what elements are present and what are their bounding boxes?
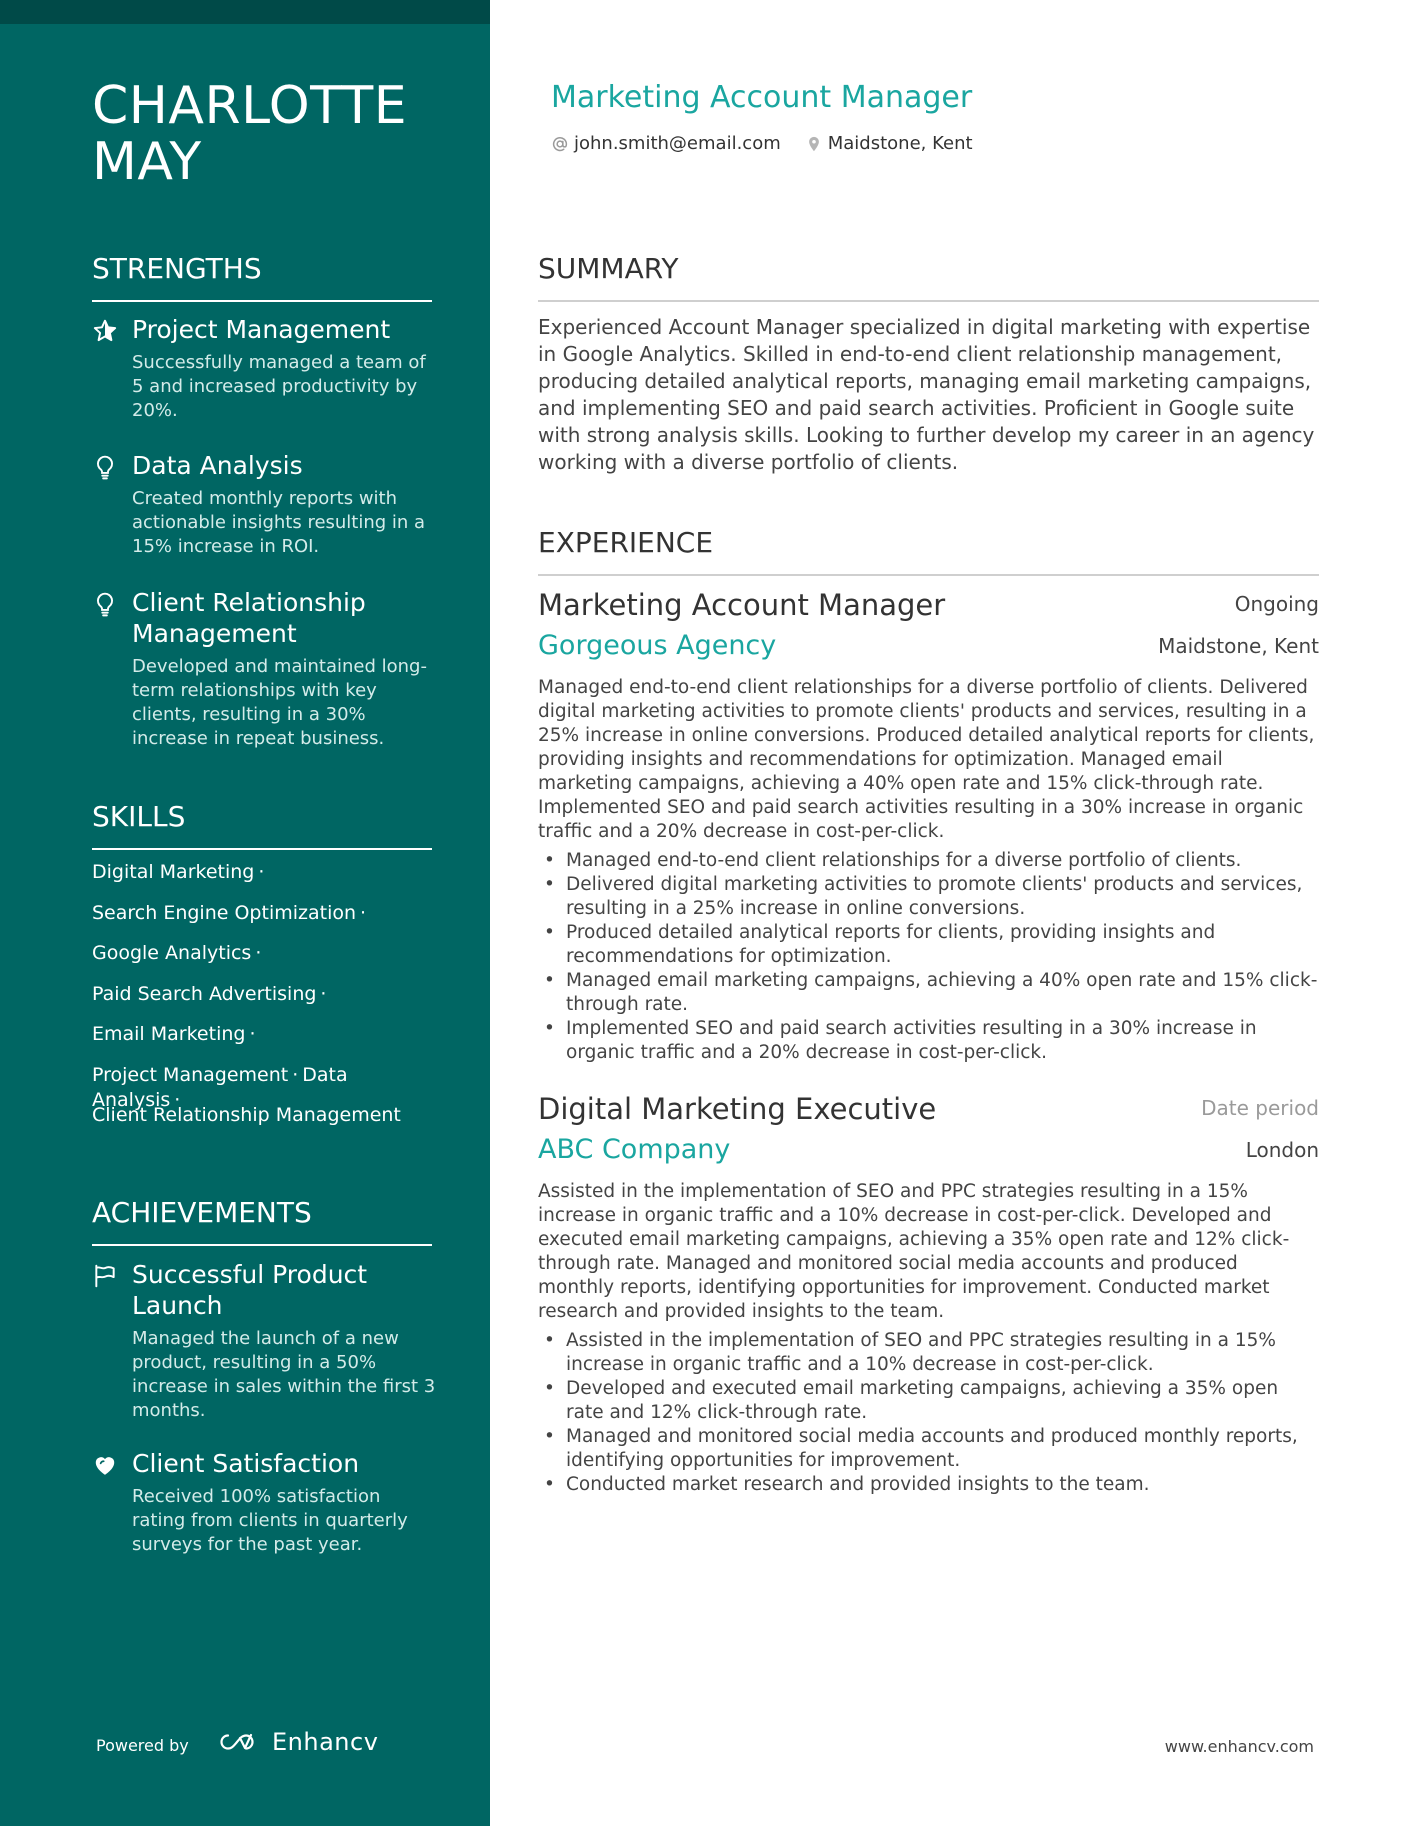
powered-by-label: Powered by [96,1736,189,1755]
position-date: Ongoing [1234,592,1319,616]
flag-icon [92,1263,118,1289]
position-location: London [1245,1138,1319,1162]
achievement-title: Successful Product Launch [132,1260,368,1320]
strength-title: Client Relationship Management [132,588,366,648]
candidate-name: CHARLOTTE MAY [92,76,408,192]
bullet-item: • Conducted market research and provided insights to the team. [538,1473,1319,1497]
bullet-item: • Produced detailed analytical reports for clients, providing insights and recommendations for optimization. [538,921,1319,969]
strength-item [92,314,437,423]
summary-text: Experienced Account Manager specialized in digital marketing with expertise in Google Analytics. Skilled in end-to-end client relationship management, producing detailed analytical reports, managing email marketing campaigns, and implementing SEO and paid search activities. Proficient in Google suite with strong analysis skills. Looking to further develop my career in an agency working with a diverse portfolio of clients. [538,315,1315,474]
skill-item: Project Management [92,1063,289,1086]
sidebar-top-bar [0,0,490,24]
lightbulb-icon [92,591,118,617]
enhancv-logo-icon [214,1730,260,1754]
experience-heading: EXPERIENCE [538,526,1319,576]
skill-item: Email Marketing [92,1023,246,1045]
bullet-item: • Assisted in the implementation of SEO and PPC strategies resulting in a 15% increase in organic traffic and a 10% decrease in cost-per-click. [538,1329,1319,1377]
strength-title: Data Analysis [132,451,303,480]
bullet-item: • Managed email marketing campaigns, achieving a 40% open rate and 15% click-through rate. [538,969,1319,1017]
strength-desc: Developed and maintained long-term relationships with key clients, resulting in a 30% increase in repeat business. [132,656,427,749]
strength-title: Project Management [132,315,391,344]
heart-icon [92,1452,118,1478]
company-name: Gorgeous Agency [538,630,777,661]
summary-heading: SUMMARY [538,252,1319,302]
star-icon [92,318,118,344]
location-pin-icon [805,135,823,153]
position-location: Maidstone, Kent [1158,634,1319,658]
achievement-bullets [538,849,1319,1065]
achievement-item [92,1259,437,1423]
achievement-desc: Received 100% satisfaction rating from clients in quarterly surveys for the past year. [132,1486,408,1555]
position-description: Assisted in the implementation of SEO and PPC strategies resulting in a 15% increase in organic traffic and a 10% decrease in cost-per-click. Developed and executed email marketing campaigns, achieving a 35% open rate and 12% click-through rate. Managed and monitored social media accounts and produced monthly reports, identifying opportunities for improvement. Conducted market research and provided insights to the team. [538,1181,1290,1322]
achievements-heading: ACHIEVEMENTS [92,1196,432,1246]
sidebar [0,0,490,1826]
position-title: Marketing Account Manager [538,588,946,622]
achievement-desc: Managed the launch of a new product, resulting in a 50% increase in sales within the first 3 months. [132,1328,436,1421]
lightbulb-icon [92,454,118,480]
contact-info [551,133,973,154]
skill-item: Google Analytics [92,942,252,964]
at-icon [551,135,569,153]
job-title-header: Marketing Account Manager [551,80,973,115]
website-link[interactable]: www.enhancv.com [1164,1737,1314,1756]
achievement-bullets [538,1329,1319,1497]
enhancv-logo[interactable] [214,1728,378,1756]
strength-desc: Created monthly reports with actionable insights resulting in a 15% increase in ROI. [132,488,426,557]
position-title: Digital Marketing Executive [538,1092,937,1126]
position-description: Managed end-to-end client relationships for a diverse portfolio of clients. Delivered digital marketing activities to promote clients' products and services, resulting in a 25% increase in online conversions. Produced detailed analytical reports for clients, providing insights and recommendations for optimization. Managed email marketing campaigns, achieving a 40% open rate and 15% click-through rate. Implemented SEO and paid search activities resulting in a 30% increase in organic traffic and a 20% decrease in cost-per-click. [538,677,1315,842]
achievement-item [92,1448,437,1557]
skill-item: Search Engine Optimization [92,901,357,924]
company-name: ABC Company [538,1134,731,1165]
strength-item [92,450,437,559]
experience-entry [538,588,1319,1065]
bullet-item: • Managed and monitored social media accounts and produced monthly reports, identifying opportunities for improvement. [538,1425,1319,1473]
position-date: Date period [1201,1096,1319,1120]
skills-heading: SKILLS [92,800,432,850]
bullet-item: • Developed and executed email marketing campaigns, achieving a 35% open rate and 12% click-through rate. [538,1377,1319,1425]
skill-item: Paid Search Advertising [92,982,317,1005]
skill-item: Data Analysis [92,1063,348,1111]
achievement-title: Client Satisfaction [132,1449,360,1478]
skill-item: Client Relationship Management [92,1104,401,1126]
strength-item [92,587,437,751]
bullet-item: • Managed end-to-end client relationships for a diverse portfolio of clients. [538,849,1319,873]
location-text: Maidstone, Kent [827,133,973,154]
email-text[interactable]: john.smith@email.com [574,133,781,154]
bullet-item: • Delivered digital marketing activities to promote clients' products and services, resulting in a 25% increase in online conversions. [538,873,1319,921]
experience-entry [538,1092,1319,1497]
strength-desc: Successfully managed a team of 5 and increased productivity by 20%. [132,352,426,421]
bullet-item: • Implemented SEO and paid search activities resulting in a 30% increase in organic traffic and a 20% decrease in cost-per-click. [538,1017,1319,1065]
skill-item: Digital Marketing [92,861,255,883]
strengths-heading: STRENGTHS [92,252,432,302]
skills-list: Digital Marketing · Search Engine Optimization · Google Analytics · Paid Search Advertising · Email Marketing · Project Management · Data Analysis · Client Relationship Management [92,861,401,1126]
enhancv-brand-name: Enhancv [272,1728,379,1756]
